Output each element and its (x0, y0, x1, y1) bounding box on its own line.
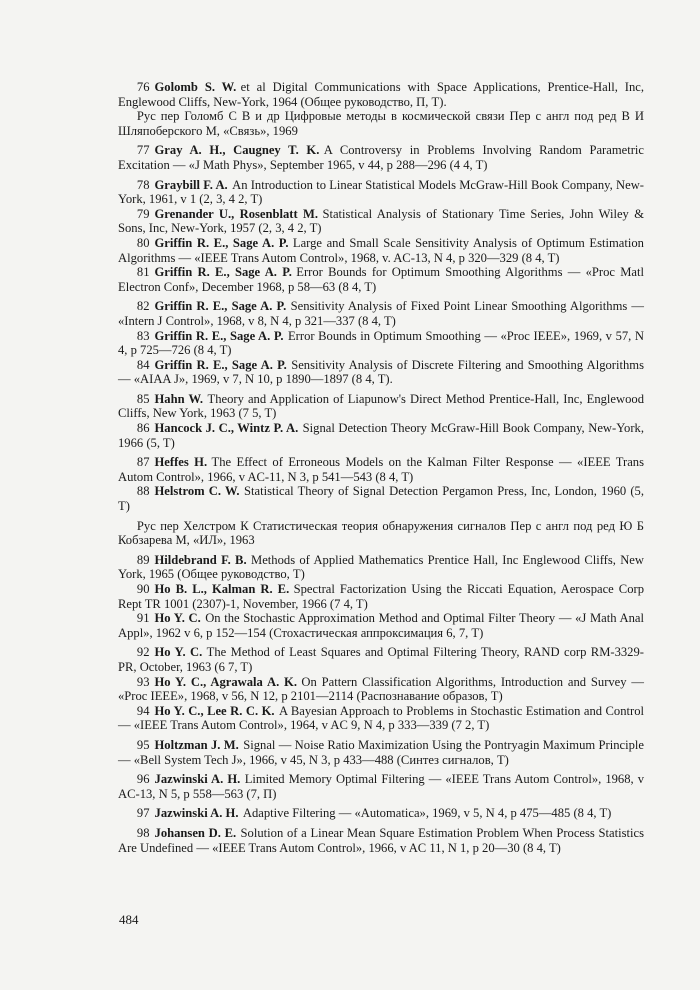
reference-authors: Holtzman J. M. (154, 737, 239, 752)
reference-entry-89 (118, 553, 644, 582)
reference-entry-91 (118, 611, 644, 640)
reference-entry-86 (118, 421, 644, 450)
reference-number: 90 (136, 582, 150, 596)
reference-translation-76 (118, 109, 644, 138)
reference-number: 79 (136, 206, 150, 221)
reference-authors: Jazwinski A. H. (154, 772, 241, 787)
reference-number: 77 (136, 143, 150, 158)
reference-text: Signal Detection Theory McGraw-Hill Book Company, New-York, 1966 (5, T) (118, 421, 644, 450)
reference-entry-78 (118, 178, 644, 207)
reference-authors: Hancock J. C., Wintz P. A. (154, 421, 299, 436)
reference-authors: Grenander U., Rosenblatt M. (154, 206, 319, 221)
reference-authors: Ho Y. C., Lee R. C. K. (154, 703, 275, 718)
reference-entry-77 (118, 143, 644, 172)
reference-number: 81 (136, 265, 150, 280)
reference-number: 87 (136, 455, 150, 470)
reference-text: A Controversy in Problems Involving Random Parametric Excitation — «J Math Phys», September 1965, v 44, p 288—296 (4 4, T) (118, 143, 644, 172)
reference-number: 94 (136, 703, 150, 718)
reference-number: 88 (136, 484, 150, 499)
reference-text: An Introduction to Linear Statistical Models McGraw-Hill Book Company, New-York, 1961, v 1 (2, 3, 4 2, T) (118, 177, 644, 207)
reference-authors: Hahn W. (154, 391, 204, 406)
reference-authors: Graybill F. A. (154, 177, 228, 192)
reference-entry-93 (118, 675, 644, 704)
reference-number: 84 (136, 357, 150, 372)
reference-authors: Griffin R. E., Sage A. P. (154, 328, 284, 343)
reference-authors: Griffin R. E., Sage A. P. (154, 235, 289, 250)
reference-authors: Jazwinski A. H. (154, 806, 239, 821)
reference-text: Error Bounds in Optimum Smoothing — «Proc IEEE», 1969, v 57, N 4, p 725—726 (8 4, T) (118, 328, 644, 358)
reference-entry-82 (118, 299, 644, 328)
reference-authors: Hildebrand F. B. (154, 552, 247, 567)
reference-number: 92 (136, 645, 150, 660)
reference-number: 80 (136, 235, 150, 250)
reference-entry-85 (118, 392, 644, 421)
reference-text: Sensitivity Analysis of Discrete Filtering and Smoothing Algorithms — «AIAA J», 1969, v 7, N 10, p 1890—1897 (8 4, T). (118, 357, 644, 387)
reference-authors: Griffin R. E., Sage A. P. (154, 357, 287, 372)
reference-text: Methods of Applied Mathematics Prentice Hall, Inc Englewood Cliffs, New York, 1965 (Общее руководство, Т) (118, 552, 644, 582)
reference-authors: Ho Y. C., Agrawala A. K. (154, 674, 297, 689)
reference-number: 83 (136, 328, 150, 343)
reference-entry-80 (118, 236, 644, 265)
reference-number: 89 (136, 552, 150, 567)
reference-number: 85 (136, 391, 150, 406)
reference-entry-94 (118, 704, 644, 733)
reference-text: Large and Small Scale Sensitivity Analysis of Optimum Estimation Algorithms — «IEEE Trans Autom Control», 1968, v. AC-13, N 4, p 320—329 (8 4, T) (118, 235, 644, 265)
reference-text: Statistical Theory of Signal Detection Pergamon Press, Inc, London, 1960 (5, T) (118, 484, 644, 514)
reference-entry-95 (118, 738, 644, 767)
reference-text: Solution of a Linear Mean Square Estimation Problem When Process Statistics Are Undefined — «IEEE Trans Autom Control», 1966, v AC 11, N 1, p 20—30 (8 4, T) (118, 825, 645, 855)
reference-entry-92 (118, 645, 644, 674)
reference-authors: Gray A. H., Caugney T. K. (154, 143, 320, 158)
reference-text: Sensitivity Analysis of Fixed Point Linear Smoothing Algorithms — «Intern J Control», 1968, v 8, N 4, p 321—337 (8 4, T) (118, 299, 644, 328)
page-number: 484 (119, 912, 139, 927)
reference-entry-76 (118, 80, 644, 109)
reference-number: 93 (136, 674, 150, 689)
reference-authors: Griffin R. E., Sage A. P. (154, 299, 287, 314)
reference-text: On Pattern Classification Algorithms, Introduction and Survey — «Proc IEEE», 1968, v 56, N 12, p 2101—2114 (Распознавание образов, T) (118, 674, 644, 704)
reference-authors: Heffes H. (154, 455, 208, 470)
reference-text: Signal — Noise Ratio Maximization Using the Pontryagin Maximum Principle — «Bell System Tech J», 1966, v 45, N 3, p 433—488 (Синтез сигналов, T) (118, 737, 644, 767)
reference-authors: Ho Y. C. (154, 645, 203, 660)
reference-number: 86 (136, 421, 150, 436)
reference-number: 78 (136, 177, 150, 192)
reference-text: A Bayesian Approach to Problems in Stochastic Estimation and Control — «IEEE Trans Autom Control», 1964, v AC 9, N 4, p 333—339 (7 2, T) (118, 703, 644, 733)
reference-text: Adaptive Filtering — «Automatica», 1969, v 5, N 4, p 475—485 (8 4, T) (242, 806, 612, 821)
reference-entry-88 (118, 484, 644, 513)
reference-number: 82 (136, 299, 150, 314)
reference-number: 97 (136, 806, 150, 821)
reference-entry-81 (118, 265, 644, 294)
reference-text: Limited Memory Optimal Filtering — «IEEE Trans Autom Control», 1968, v AC-13, N 5, p 558—563 (7, П) (118, 772, 644, 801)
reference-number: 76 (136, 80, 150, 94)
reference-authors: Johansen D. E. (154, 825, 237, 840)
reference-authors: Ho Y. C. (154, 611, 201, 626)
reference-authors: Golomb S. W. (154, 80, 237, 94)
reference-text: Error Bounds for Optimum Smoothing Algorithms — «Proc Matl Electron Conf», December 1968, p 58—63 (8 4, T) (118, 265, 644, 294)
reference-translation-88 (118, 519, 644, 548)
reference-entry-87 (118, 455, 644, 484)
reference-text: Statistical Analysis of Stationary Time Series, John Wiley & Sons, Inc, New-York, 1957 (2, 3, 4 2, T) (118, 206, 644, 236)
reference-text: Spectral Factorization Using the Riccati Equation, Aerospace Corp Rept TR 1001 (2307)-1, November, 1966 (7 4, T) (118, 582, 644, 611)
reference-authors: Helstrom C. W. (154, 484, 240, 499)
reference-entry-79 (118, 207, 644, 236)
reference-entry-97 (118, 806, 644, 821)
reference-authors: Griffin R. E., Sage A. P. (154, 265, 292, 280)
reference-entry-83 (118, 329, 644, 358)
reference-text: et al Digital Communications with Space Applications, Prentice-Hall, Inc, Englewood Cliffs, New-York, 1964 (Общее руководство, П, Т). (118, 80, 644, 109)
reference-list (118, 80, 644, 860)
reference-number: 95 (136, 737, 150, 752)
reference-text: Theory and Application of Liapunow's Direct Method Prentice-Hall, Inc, Englewood Cliffs, New York, 1963 (7 5, T) (118, 391, 644, 421)
reference-text: The Effect of Erroneous Models on the Kalman Filter Response — «IEEE Trans Autom Control», 1966, v AC-11, N 3, p 541—543 (8 4, T) (118, 455, 644, 484)
reference-number: 91 (136, 611, 150, 626)
reference-entry-90 (118, 582, 644, 611)
reference-text: The Method of Least Squares and Optimal Filtering Theory, RAND corp RM-3329-PR, October, 1963 (6 7, T) (118, 645, 644, 674)
reference-number: 96 (136, 772, 150, 787)
reference-text: Рус пер Голомб С В и др Цифровые методы в космической связи Пер с англ под ред В И Шляпоберского М, «Связь», 1969 (118, 109, 644, 138)
reference-authors: Ho B. L., Kalman R. E. (154, 582, 290, 596)
reference-text: On the Stochastic Approximation Method and Optimal Filter Theory — «J Math Anal Appl», 1962 v 6, p 152—154 (Стохастическая аппроксимация 6, 7, T) (118, 611, 644, 640)
reference-entry-98 (118, 826, 644, 855)
reference-text: Рус пер Хелстром К Статистическая теория обнаружения сигналов Пер с англ под ред Ю Б Кобзарева М, «ИЛ», 1963 (118, 518, 644, 548)
reference-entry-96 (118, 772, 644, 801)
reference-number: 98 (136, 825, 150, 840)
reference-entry-84 (118, 358, 644, 387)
